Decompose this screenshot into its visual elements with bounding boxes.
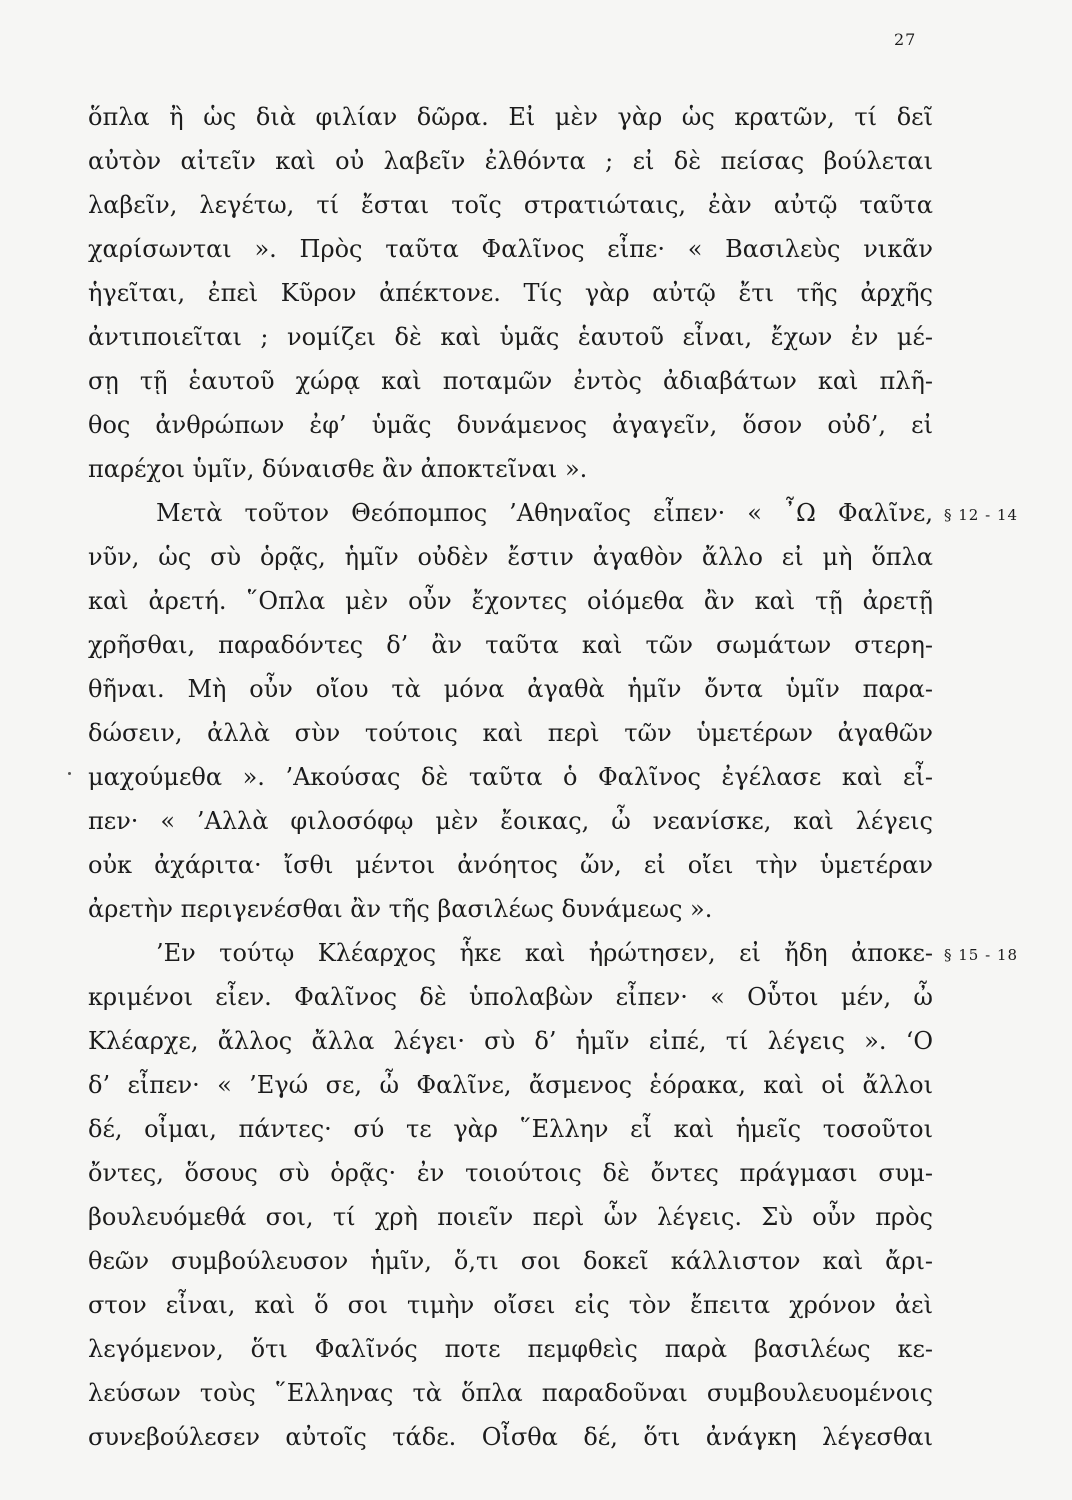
text-line: Κλέαρχε, ἄλλος ἄλλα λέγει· σὺ δ’ ἡμῖν εἰπέ, τί λέγεις ». ‘Ο — [88, 1027, 933, 1055]
margin-section-marker: § 12 - 14 — [944, 506, 1019, 524]
text-line: παρέχοι ὑμῖν, δύναισθε ἂν ἀποκτεῖναι ». — [88, 455, 588, 483]
text-line: λεύσων τοὺς ῞Ελληνας τὰ ὅπλα παραδοῦναι συμβουλευομένοις — [88, 1379, 933, 1407]
text-line: θεῶν συμβούλευσον ἡμῖν, ὅ,τι σοι δοκεῖ κάλλιστον καὶ ἄρι- — [88, 1247, 933, 1275]
text-line: ἀντιποιεῖται ; νομίζει δὲ καὶ ὑμᾶς ἑαυτοῦ εἶναι, ἔχων ἐν μέ- — [88, 323, 933, 351]
page-number: 27 — [894, 30, 917, 49]
text-line: στον εἶναι, καὶ ὅ σοι τιμὴν οἴσει εἰς τὸν ἔπειτα χρόνον ἀεὶ — [88, 1291, 933, 1319]
text-line: συνεβούλεσεν αὐτοῖς τάδε. Οἶσθα δέ, ὅτι ἀνάγκη λέγεσθαι — [88, 1423, 933, 1451]
text-line: θος ἀνθρώπων ἐφ’ ὑμᾶς δυνάμενος ἀγαγεῖν, ὅσον οὐδ’, εἰ — [88, 411, 933, 439]
text-line: ἡγεῖται, ἐπεὶ Κῦρον ἀπέκτονε. Τίς γὰρ αὐτῷ ἔτι τῆς ἀρχῆς — [88, 279, 933, 307]
text-line: οὐκ ἀχάριτα· ἴσθι μέντοι ἀνόητος ὤν, εἰ οἴει τὴν ὑμετέραν — [88, 851, 933, 879]
text-line: λαβεῖν, λεγέτω, τί ἔσται τοῖς στρατιώταις, ἐὰν αὐτῷ ταῦτα — [88, 191, 933, 219]
margin-tick — [68, 772, 71, 775]
text-line: νῦν, ὡς σὺ ὁρᾷς, ἡμῖν οὐδὲν ἔστιν ἀγαθὸν ἄλλο εἰ μὴ ὅπλα — [88, 543, 933, 571]
text-line: σῃ τῇ ἑαυτοῦ χώρᾳ καὶ ποταμῶν ἐντὸς ἀδιαβάτων καὶ πλῆ- — [88, 367, 933, 395]
text-line: κριμένοι εἶεν. Φαλῖνος δὲ ὑπολαβὼν εἶπεν· « Οὗτοι μέν, ὦ — [88, 983, 933, 1011]
text-line: δώσειν, ἀλλὰ σὺν τούτοις καὶ περὶ τῶν ὑμετέρων ἀγαθῶν — [88, 719, 933, 747]
text-line: χαρίσωνται ». Πρὸς ταῦτα Φαλῖνος εἶπε· « Βασιλεὺς νικᾶν — [88, 235, 933, 263]
text-line: χρῆσθαι, παραδόντες δ’ ἂν ταῦτα καὶ τῶν σωμάτων στερη- — [88, 631, 933, 659]
text-line: ’Εν τούτῳ Κλέαρχος ἧκε καὶ ἠρώτησεν, εἰ ἤδη ἀποκε- — [156, 939, 933, 967]
text-line: μαχούμεθα ». ’Ακούσας δὲ ταῦτα ὁ Φαλῖνος ἐγέλασε καὶ εἶ- — [88, 763, 933, 791]
text-line: ἀρετὴν περιγενέσθαι ἂν τῆς βασιλέως δυνάμεως ». — [88, 895, 713, 923]
text-line: ὅπλα ἢ ὡς διὰ φιλίαν δῶρα. Εἰ μὲν γὰρ ὡς κρατῶν, τί δεῖ — [88, 103, 933, 131]
text-line: δέ, οἶμαι, πάντες· σύ τε γὰρ ῞Ελλην εἶ καὶ ἡμεῖς τοσοῦτοι — [88, 1115, 933, 1143]
margin-section-marker: § 15 - 18 — [944, 946, 1019, 964]
text-line: αὐτὸν αἰτεῖν καὶ οὐ λαβεῖν ἐλθόντα ; εἰ δὲ πείσας βούλεται — [88, 147, 933, 175]
text-line: καὶ ἀρετή. ῞Οπλα μὲν οὖν ἔχοντες οἰόμεθα ἂν καὶ τῇ ἀρετῇ — [88, 587, 933, 615]
text-line: ὄντες, ὅσους σὺ ὁρᾷς· ἐν τοιούτοις δὲ ὄντες πράγμασι συμ- — [88, 1159, 933, 1187]
text-line: δ’ εἶπεν· « ’Εγώ σε, ὦ Φαλῖνε, ἄσμενος ἑόρακα, καὶ οἱ ἄλλοι — [88, 1071, 933, 1099]
text-line: βουλευόμεθά σοι, τί χρὴ ποιεῖν περὶ ὧν λέγεις. Σὺ οὖν πρὸς — [88, 1203, 933, 1231]
text-line: θῆναι. Μὴ οὖν οἴου τὰ μόνα ἀγαθὰ ἡμῖν ὄντα ὑμῖν παρα- — [88, 675, 933, 703]
text-line: λεγόμενον, ὅτι Φαλῖνός ποτε πεμφθεὶς παρὰ βασιλέως κε- — [88, 1335, 933, 1363]
text-line: Μετὰ τοῦτον Θεόπομπος ’Αθηναῖος εἶπεν· « ῏Ω Φαλῖνε, — [156, 499, 933, 527]
text-line: πεν· « ’Αλλὰ φιλοσόφῳ μὲν ἔοικας, ὦ νεανίσκε, καὶ λέγεις — [88, 807, 933, 835]
